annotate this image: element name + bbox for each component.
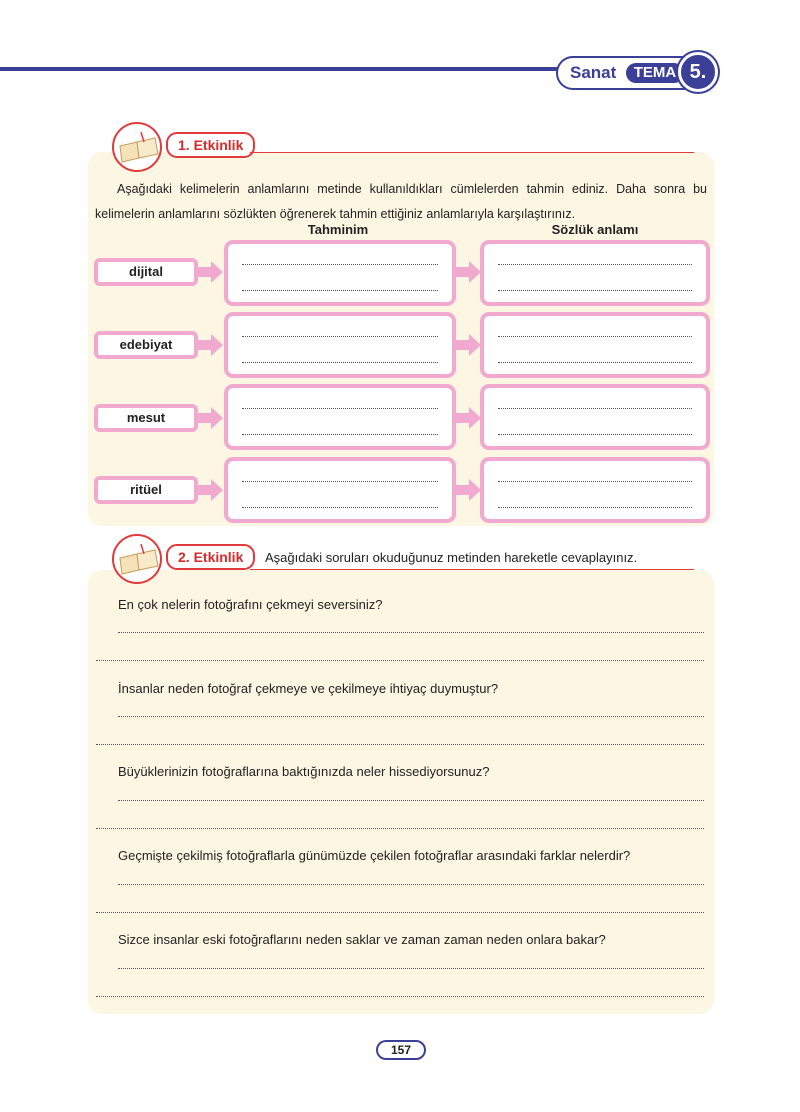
arrow-icon: [455, 261, 483, 283]
answer-line[interactable]: [118, 632, 704, 633]
answer-line[interactable]: [96, 828, 704, 829]
header-rule: [0, 67, 570, 71]
page-number: 157: [376, 1040, 426, 1060]
answer-line[interactable]: [96, 912, 704, 913]
activity2-rule: [250, 569, 694, 570]
activity2-panel: [88, 570, 714, 1014]
arrow-icon: [197, 334, 225, 356]
dictionary-box[interactable]: [480, 384, 710, 450]
arrow-icon: [455, 334, 483, 356]
activity2-title: 2. Etkinlik: [166, 544, 255, 570]
question-4: Geçmişte çekilmiş fotoğraflarla günümüzde çekilen fotoğraflar arasındaki farklar nelerdir?: [118, 848, 631, 863]
question-3: Büyüklerinizin fotoğraflarına baktığınızda neler hissediyorsunuz?: [118, 764, 490, 779]
word-dijital: dijital: [94, 258, 198, 286]
book-icon: [112, 122, 162, 172]
answer-line[interactable]: [118, 968, 704, 969]
answer-line[interactable]: [96, 996, 704, 997]
dictionary-box[interactable]: [480, 312, 710, 378]
subject-label: Sanat: [570, 63, 617, 82]
guess-box[interactable]: [224, 384, 456, 450]
answer-line[interactable]: [96, 660, 704, 661]
question-5: Sizce insanlar eski fotoğraflarını neden saklar ve zaman zaman neden onlara bakar?: [118, 932, 606, 947]
col-guess-header: Tahminim: [307, 222, 369, 237]
dictionary-box[interactable]: [480, 457, 710, 523]
book-icon: [112, 534, 162, 584]
guess-box[interactable]: [224, 457, 456, 523]
activity1-rule: [250, 152, 694, 153]
word-mesut: mesut: [94, 404, 198, 432]
tema-label: TEMA: [626, 63, 684, 83]
answer-line[interactable]: [96, 744, 704, 745]
arrow-icon: [197, 261, 225, 283]
dictionary-box[interactable]: [480, 240, 710, 306]
arrow-icon: [455, 479, 483, 501]
word-edebiyat: edebiyat: [94, 331, 198, 359]
activity2-instruction: Aşağıdaki soruları okuduğunuz metinden hareketle cevaplayınız.: [265, 550, 638, 565]
arrow-icon: [197, 479, 225, 501]
activity1-instruction: Aşağıdaki kelimelerin anlamlarını metinde kullanıldıkları cümlelerden tahmin ediniz. Daha sonra bu kelimelerin anlamlarını sözlükten öğrenerek tahmin ettiğiniz anlamlarıyla karşılaştırınız.: [95, 182, 707, 221]
arrow-icon: [455, 407, 483, 429]
theme-badge: [556, 56, 714, 90]
col-dictionary-header: Sözlük anlamı: [551, 222, 639, 237]
word-rituel: ritüel: [94, 476, 198, 504]
arrow-icon: [197, 407, 225, 429]
activity1-title: 1. Etkinlik: [166, 132, 255, 158]
guess-box[interactable]: [224, 312, 456, 378]
tema-number: 5.: [678, 52, 718, 92]
answer-line[interactable]: [118, 716, 704, 717]
question-2: İnsanlar neden fotoğraf çekmeye ve çekilmeye ihtiyaç duymuştur?: [118, 681, 499, 696]
answer-line[interactable]: [118, 800, 704, 801]
question-1: En çok nelerin fotoğrafını çekmeyi seversiniz?: [118, 597, 383, 612]
guess-box[interactable]: [224, 240, 456, 306]
answer-line[interactable]: [118, 884, 704, 885]
